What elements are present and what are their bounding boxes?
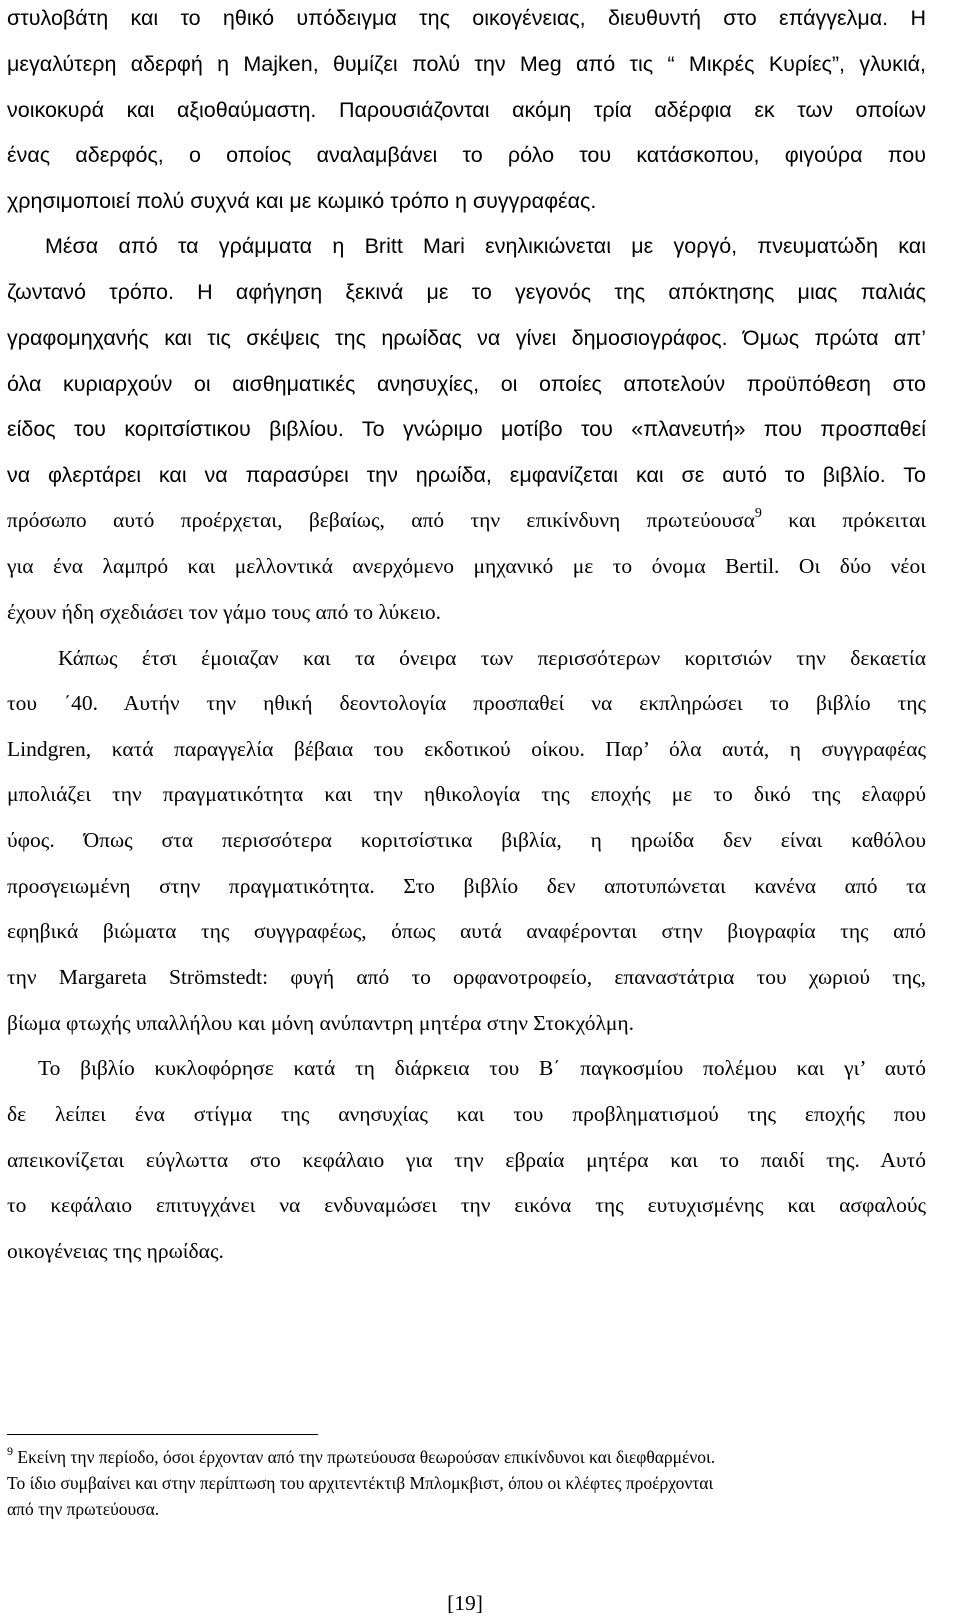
footnote-text: Εκείνη την περίοδο, όσοι έρχονταν από την πρωτεύουσα θεωρούσαν επικίνδυνοι και διεφθαρμένοι.	[17, 1447, 716, 1467]
body-line: για ένα λαμπρό και μελλοντικά ανερχόμενο μηχανικό με το όνομα Bertil. Οι δύο νέοι	[7, 554, 926, 578]
body-line: Το βιβλίο κυκλοφόρησε κατά τη διάρκεια του Β΄ παγκοσμίου πολέμου και γι’ αυτό	[38, 1056, 926, 1080]
body-line: Κάπως έτσι έμοιαζαν και τα όνειρα των περισσότερων κοριτσιών την δεκαετία	[58, 646, 926, 670]
footnote-line: από την πρωτεύουσα.	[7, 1499, 160, 1519]
body-line: νοικοκυρά και αξιοθαύμαστη. Παρουσιάζονται ακόμη τρία αδέρφια εκ των οποίων	[7, 98, 926, 122]
body-line: μπολιάζει την πραγματικότητα και την ηθικολογία της εποχής με το δικό της ελαφρύ	[7, 782, 926, 806]
body-line: προσγειωμένη στην πραγματικότητα. Στο βιβλίο δεν αποτυπώνεται κανένα από τα	[7, 874, 926, 898]
body-line: ζωντανό τρόπο. Η αφήγηση ξεκινά με το γεγονός της απόκτησης μιας παλιάς	[7, 280, 926, 304]
footnote-reference: 9	[754, 506, 762, 521]
body-line-part: πρόσωπο αυτό προέρχεται, βεβαίως, από την επικίνδυνη πρωτεύουσα	[7, 508, 755, 532]
body-line: χρησιμοποιεί πολύ συχνά και με κωμικό τρόπο η συγγραφέας.	[7, 189, 597, 213]
body-line: είδος του κοριτσίστικου βιβλίου. Το γνώριμο μοτίβο του «πλανευτή» που προσπαθεί	[7, 417, 926, 441]
body-line: το κεφάλαιο επιτυγχάνει να ενδυναμώσει την εικόνα της ευτυχισμένης και ασφαλούς	[7, 1193, 926, 1217]
body-line: την Margareta Strömstedt: φυγή από το ορφανοτροφείο, επαναστάτρια του χωριού της,	[7, 965, 926, 989]
body-line: να φλερτάρει και να παρασύρει την ηρωίδα, εμφανίζεται και σε αυτό το βιβλίο. Το	[7, 463, 926, 487]
body-line: Μέσα από τα γράμματα η Britt Mari ενηλικιώνεται με γοργό, πνευματώδη και	[45, 234, 926, 258]
body-line: μεγαλύτερη αδερφή η Majken, θυμίζει πολύ την Meg από τις “ Μικρές Κυρίες”, γλυκιά,	[7, 52, 926, 76]
body-line: ένας αδερφός, ο οποίος αναλαμβάνει το ρόλο του κατάσκοπου, φιγούρα που	[7, 143, 926, 167]
body-line: οικογένειας της ηρωίδας.	[7, 1239, 224, 1263]
footnote-line: Το ίδιο συμβαίνει και στην περίπτωση του αρχιτεντέκτιβ Μπλομκβιστ, όπου οι κλέφτες προέρχονται	[7, 1473, 714, 1493]
body-line: εφηβικά βιώματα της συγγραφέως, όπως αυτά αναφέρονται στην βιογραφία της από	[7, 919, 926, 943]
footnote-line	[7, 1446, 926, 1468]
body-line: ύφος. Όπως στα περισσότερα κοριτσίστικα βιβλία, η ηρωίδα δεν είναι καθόλου	[7, 828, 926, 852]
body-line: στυλοβάτη και το ηθικό υπόδειγμα της οικογένειας, διευθυντή στο επάγγελμα. Η	[7, 6, 926, 30]
body-line: του ΄40. Αυτήν την ηθική δεοντολογία προσπαθεί να εκπληρώσει το βιβλίο της	[7, 691, 926, 715]
footnote-marker: 9	[7, 1444, 13, 1458]
body-line: γραφομηχανής και τις σκέψεις της ηρωίδας να γίνει δημοσιογράφος. Όμως πρώτα απ’	[7, 326, 926, 350]
footnote-separator	[7, 1434, 318, 1435]
body-line-part: και πρόκειται	[788, 508, 926, 532]
body-line-with-footnote	[7, 507, 926, 533]
body-line: δε λείπει ένα στίγμα της ανησυχίας και του προβληματισμού της εποχής που	[7, 1102, 926, 1126]
body-line: βίωμα φτωχής υπαλλήλου και μόνη ανύπαντρη μητέρα στην Στοκχόλμη.	[7, 1011, 635, 1035]
body-line: έχουν ήδη σχεδιάσει τον γάμο τους από το λύκειο.	[7, 600, 441, 624]
body-line: όλα κυριαρχούν οι αισθηματικές ανησυχίες, οι οποίες αποτελούν προϋπόθεση στο	[7, 372, 926, 396]
body-line: Lindgren, κατά παραγγελία βέβαια του εκδοτικού οίκου. Παρ’ όλα αυτά, η συγγραφέας	[7, 737, 926, 761]
body-line: απεικονίζεται εύγλωττα στο κεφάλαιο για την εβραία μητέρα και το παιδί της. Αυτό	[7, 1148, 926, 1172]
page-number: [19]	[447, 1591, 483, 1615]
